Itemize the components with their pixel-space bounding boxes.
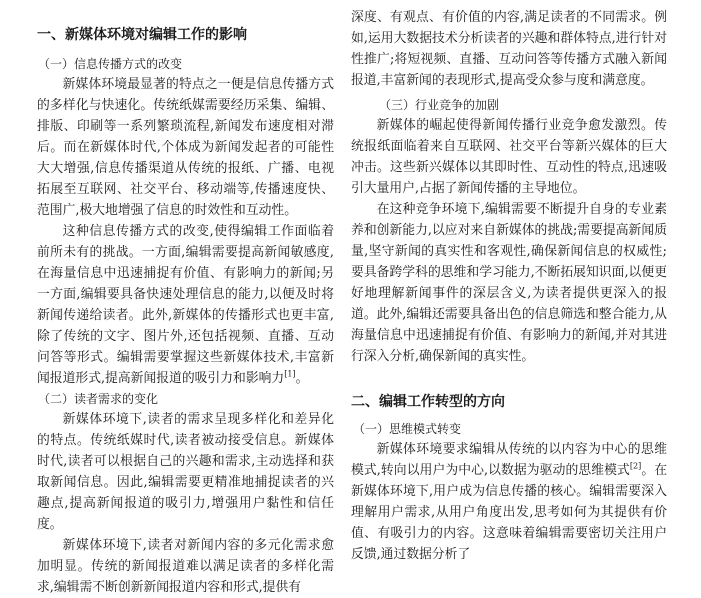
subsection-1-title: （一）信息传播方式的改变 [38,57,183,71]
left-column [37,0,334,598]
paragraph-4: 新媒体环境下,读者对新闻内容的多元化需求愈加明显。传统的新闻报道难以满足读者的多样化需求,编辑需不断创新新闻报道内容和形式,提供有 [37,538,334,595]
subsection-2-title: （二）读者需求的变化 [38,392,159,406]
subsection-4-title: （一）思维模式转变 [353,422,462,436]
subsection-3-title: （三）行业竞争的加剧 [379,98,500,112]
paragraph-7-end: 。在新媒体环境下,用户成为信息传播的核心。编辑需要深入理解用户需求,从用户角度出发,思考如何为其提供有价值、有吸引力的内容。这意味着编辑需要密切关注用户反馈,通过数据分析了 [351,463,668,562]
paragraph-7 [351,439,667,565]
paragraph-2 [37,221,334,389]
paragraph-2-text: 这种信息传播方式的改变,使得编辑工作面临着前所未有的挑战。一方面,编辑需要提高新闻敏感度,在海量信息中迅速捕捉有价值、有影响力的新闻;另一方面,编辑要具备快速处理信息的能力,以便及时将新闻传递给读者。此外,新媒体的传播形式也更丰富,除了传统的文字、图片外,还包括视频、直播、互动问答等形式。编辑需要掌握这些新媒体技术,丰富新闻报道形式,提高新闻报道的吸引力和影响力 [37,224,334,386]
paragraph-7-text: 新媒体环境要求编辑从传统的以内容为中心的思维模式,转向以用户为中心,以数据为驱动的思维模式 [351,442,667,478]
paragraph-6: 在这种竞争环境下,编辑需要不断提升自身的专业素养和创新能力,以应对来自新媒体的挑战;需要提高新闻质量,坚守新闻的真实性和客观性,确保新闻信息的权威性;要具备跨学科的思维和学习能力,不断拓展知识面,以便更好地理解新闻事件的深层含义,为读者提供更深入的报道。此外,编辑还需要具备出色的信息筛选和整合能力,从海量信息中迅速捕捉有价值、有影响力的新闻,并对其进行深入分析,确保新闻的真实性。 [351,202,667,364]
paragraph-4-continued: 深度、有观点、有价值的内容,满足读者的不同需求。例如,运用大数据技术分析读者的兴趣和群体特点,进行针对性推广;将短视频、直播、互动问答等传播方式融入新闻报道,丰富新闻的表现形式,提高受众参与度和满意度。 [351,10,667,88]
paragraph-5: 新媒体的崛起使得新闻传播行业竞争愈发激烈。传统报纸面临着来自互联网、社交平台等新兴媒体的巨大冲击。这些新兴媒体以其即时性、互动性的特点,迅速吸引大量用户,占据了新闻传播的主导地位。 [351,118,667,196]
section-1-title: 一、新媒体环境对编辑工作的影响 [37,27,247,43]
paragraph-3: 新媒体环境下,读者的需求呈现多样化和差异化的特点。传统纸媒时代,读者被动接受信息。新媒体时代,读者可以根据自己的兴趣和需求,主动选择和获取新闻信息。因此,编辑需要更精准地捕捉读者的兴趣点,提高新闻报道的吸引力,增强用户黏性和信任度。 [37,412,334,532]
citation-ref-1: [1] [284,369,296,379]
paragraph-1: 新媒体环境最显著的特点之一便是信息传播方式的多样化与快速化。传统纸媒需要经历采集、编辑、排版、印刷等一系列繁琐流程,新闻发布速度相对滞后。而在新媒体时代,个体成为新闻发起者的可能性大大增强,信息传播渠道从传统的报纸、广播、电视拓展至互联网、社交平台、移动端等,传播速度快、范围广,极大地增强了信息的时效性和互动性。 [37,77,334,218]
citation-ref-2: [2] [629,461,642,471]
section-2-title: 二、编辑工作转型的方向 [351,394,505,410]
paragraph-2-end: 。 [295,371,309,386]
right-column [351,0,667,565]
